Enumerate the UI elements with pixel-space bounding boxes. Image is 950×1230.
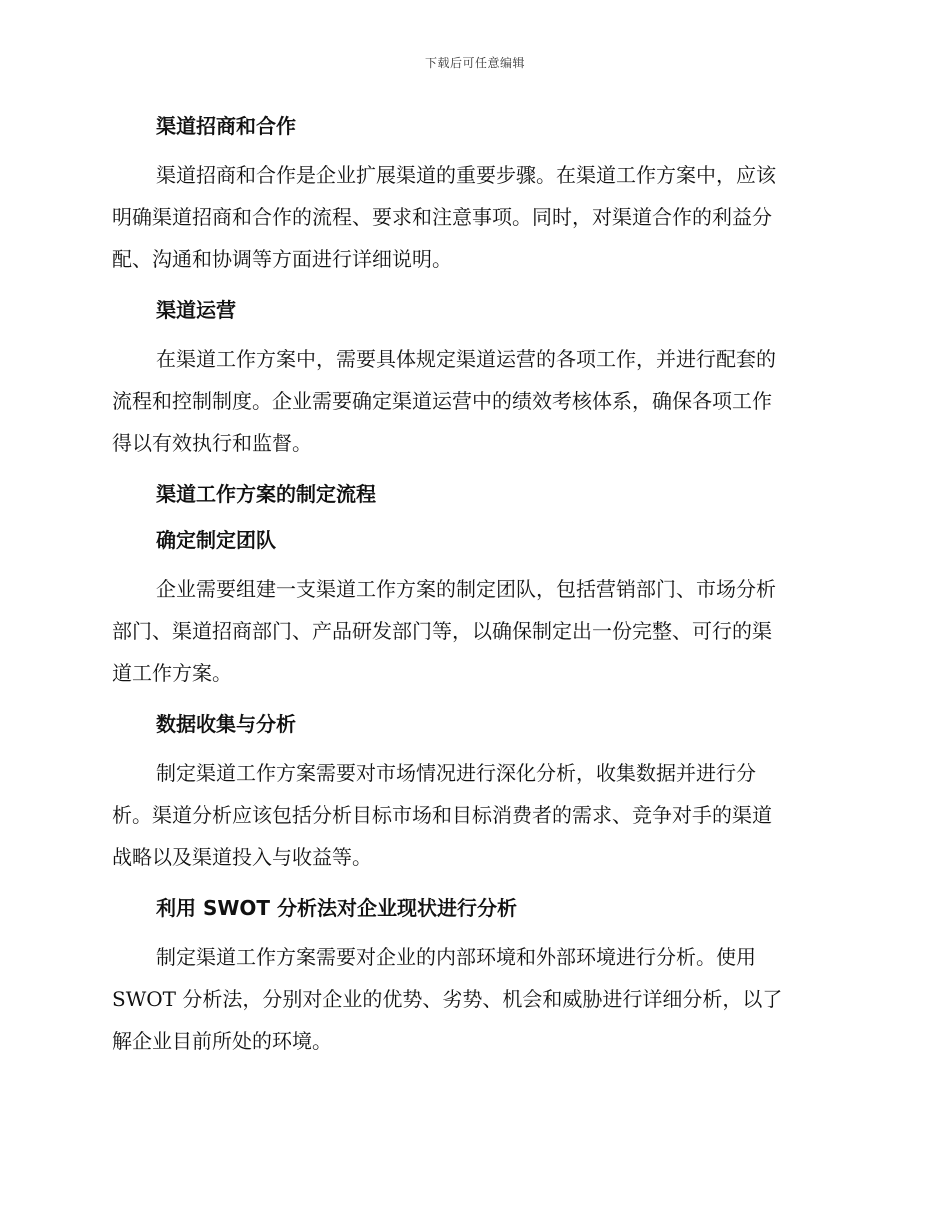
section-paragraph-channel-operation: 在渠道工作方案中，需要具体规定渠道运营的各项工作，并进行配套的 流程和控制制度。企业需要确定渠道运营中的绩效考核体系，确保各项工作 得以有效执行和监督。 — [112, 347, 776, 455]
section-heading-team: 确定制定团队 — [156, 528, 276, 552]
section-paragraph-channel-recruitment: 渠道招商和合作是企业扩展渠道的重要步骤。在渠道工作方案中，应该 明确渠道招商和合作的流程、要求和注意事项。同时，对渠道合作的利益分 配、沟通和协调等方面进行详细说明。 — [112, 163, 776, 271]
section-heading-swot: 利用 SWOT 分析法对企业现状进行分析 — [156, 896, 518, 920]
section-heading-channel-recruitment: 渠道招商和合作 — [156, 114, 296, 138]
document-body — [112, 108, 832, 1074]
section-paragraph-data-analysis: 制定渠道工作方案需要对市场情况进行深化分析，收集数据并进行分 析。渠道分析应该包括分析目标市场和目标消费者的需求、竞争对手的渠道 战略以及渠道投入与收益等。 — [112, 761, 772, 869]
section-heading-plan-process: 渠道工作方案的制定流程 — [156, 482, 376, 506]
section-heading-channel-operation: 渠道运营 — [156, 298, 236, 322]
section-paragraph-team: 企业需要组建一支渠道工作方案的制定团队，包括营销部门、市场分析 部门、渠道招商部门、产品研发部门等，以确保制定出一份完整、可行的渠 道工作方案。 — [112, 577, 776, 685]
page-header: 下载后可任意编辑 — [424, 56, 525, 70]
section-heading-data-analysis: 数据收集与分析 — [156, 712, 296, 736]
section-paragraph-swot: 制定渠道工作方案需要对企业的内部环境和外部环境进行分析。使用 SWOT 分析法，分别对企业的优势、劣势、机会和威胁进行详细分析，以了 解企业目前所处的环境。 — [112, 945, 783, 1053]
